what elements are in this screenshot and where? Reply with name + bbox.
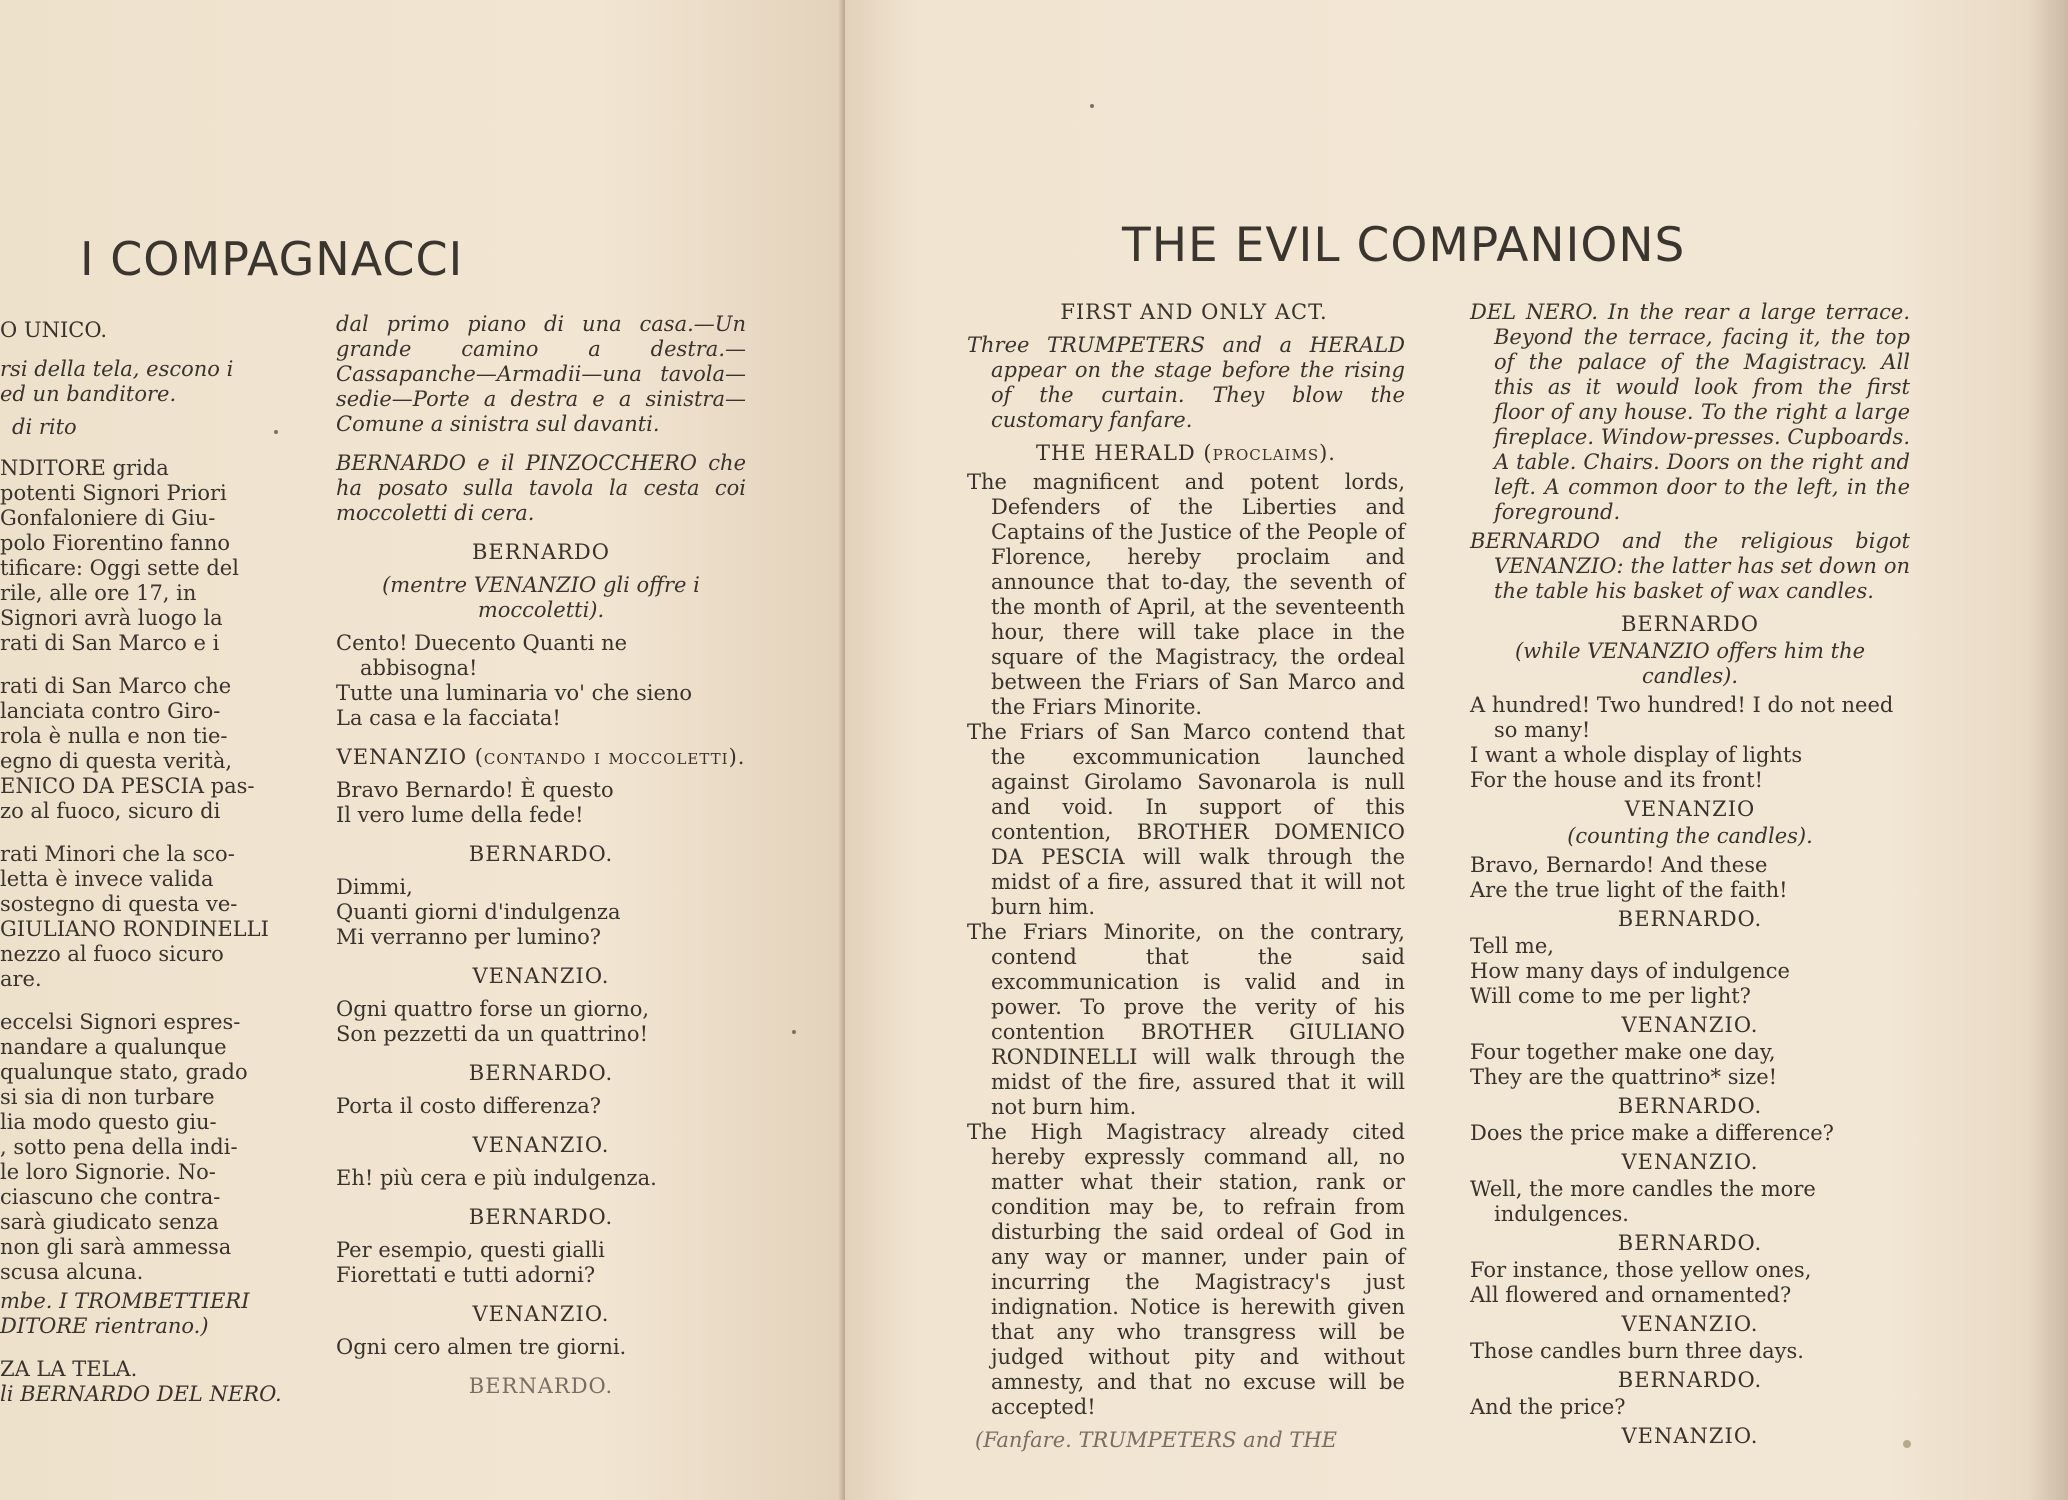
verse-line: Ogni quattro forse un giorno, (336, 997, 650, 1021)
left-column-2 (336, 312, 746, 1407)
verse-line: A hundred! Two hundred! I do not need so many! (1470, 693, 1894, 742)
verse-line: Eh! più cera e più indulgenza. (336, 1166, 657, 1190)
verse-block (1470, 1258, 1910, 1308)
verse-block (336, 1335, 746, 1360)
verse-line: Well, the more candles the more indulgences. (1470, 1177, 1816, 1226)
verse-block (1470, 934, 1910, 1009)
left-col1-line: O UNICO. (0, 318, 107, 342)
verse-block (336, 1238, 746, 1288)
verse-block (336, 997, 746, 1047)
left-col1-line: le loro Signorie. No- (0, 1160, 216, 1184)
left-col1-line: lia modo questo giu- (0, 1110, 217, 1134)
verse-line: Quanti giorni d'indulgenza (336, 900, 621, 924)
verse-line: I want a whole display of lights (1470, 743, 1803, 767)
left-col1-line: zo al fuoco, sicuro di (0, 799, 221, 823)
verse-line: Mi verranno per lumino? (336, 925, 602, 949)
verse-line: For instance, those yellow ones, (1470, 1258, 1812, 1282)
speaker-label: VENANZIO (1624, 797, 1756, 821)
left-col1-line: di rito (12, 415, 77, 439)
left-col1-line: are. (0, 967, 42, 991)
verse-line: Bravo Bernardo! È questo (336, 778, 614, 802)
verse-block (1470, 1395, 1910, 1420)
left-col1-line: nandare a qualunque (0, 1035, 227, 1059)
left-col1-line: rati di San Marco e i (0, 631, 220, 655)
stage-direction: Three TRUMPETERS and a HERALD appear on the stage before the rising of the curtain. They blow the customary fanfare. (967, 333, 1405, 432)
stage-direction: (mentre VENANZIO gli offre i moccoletti). (382, 573, 700, 622)
verse-line: Dimmi, (336, 875, 413, 899)
left-col1-line: ciascuno che contra- (0, 1185, 221, 1209)
left-col1-line: sarà giudicato senza (0, 1210, 219, 1234)
proclamation-paragraph: The Friars Minorite, on the contrary, contend that the said excommunication is valid and in power. To prove the verity of his contention BROTHER GIULIANO RONDINELLI will walk through the midst of the fire, assured that it will not burn him. (967, 920, 1405, 1119)
left-page (0, 0, 845, 1500)
verse-line: Ogni cero almen tre giorni. (336, 1335, 627, 1359)
stage-direction: (counting the candles). (1567, 824, 1813, 848)
verse-block (336, 1094, 746, 1119)
paper-speck (1090, 104, 1094, 108)
verse-block (336, 778, 746, 828)
speaker-label: VENANZIO. (1621, 1424, 1759, 1448)
proclamation-paragraph: The High Magistracy already cited hereby expressly command all, no matter what their station, rank or condition may be, to refrain from disturbing the said ordeal of God in any way or manner, under pain of incurring the Magistracy's just indignation. Notice is herewith given that any who transgress will be judged without pity and without amnesty, and that no excuse will be accepted! (967, 1120, 1405, 1419)
paper-speck (1903, 1440, 1911, 1448)
act-heading: FIRST AND ONLY ACT. (1060, 300, 1328, 324)
speaker-label: VENANZIO (contando i moccoletti). (336, 745, 746, 769)
left-col1-line: qualunque stato, grado (0, 1060, 248, 1084)
left-col1-line: ENICO DA PESCIA pas- (0, 774, 255, 798)
right-page-title: THE EVIL COMPANIONS (1122, 218, 1686, 273)
verse-line: For the house and its front! (1470, 768, 1764, 792)
right-column-2 (1470, 300, 1910, 1451)
left-column-1 (0, 318, 282, 1407)
stage-direction: BERNARDO e il PINZOCCHERO che ha posato sulla tavola la cesta coi moccoletti di cera. (336, 451, 746, 525)
verse-line: Tell me, (1470, 934, 1554, 958)
page-edge-shadow (2028, 0, 2068, 1500)
right-column-1 (967, 300, 1405, 1461)
left-col1-line: DITORE rientrano.) (0, 1314, 209, 1338)
verse-line: All flowered and ornamented? (1470, 1283, 1792, 1307)
left-col1-line: tificare: Oggi sette del (0, 556, 239, 580)
speaker-label: VENANZIO. (1621, 1013, 1759, 1037)
left-col1-line: rile, alle ore 17, in (0, 581, 197, 605)
stage-direction: (Fanfare. TRUMPETERS and THE (975, 1428, 1337, 1452)
verse-line: Il vero lume della fede! (336, 803, 584, 827)
speaker-label: BERNARDO. (468, 1374, 614, 1398)
left-col1-line: rola è nulla e non tie- (0, 724, 228, 748)
speaker-label: BERNARDO. (468, 842, 614, 866)
right-page (845, 0, 2068, 1500)
left-col1-line: nezzo al fuoco sicuro (0, 942, 224, 966)
verse-line: Bravo, Bernardo! And these (1470, 853, 1768, 877)
verse-line: And the price? (1470, 1395, 1626, 1419)
speaker-label: VENANZIO. (472, 1133, 610, 1157)
left-col1-line: polo Fiorentino fanno (0, 531, 231, 555)
paper-speck (792, 1030, 796, 1034)
stage-direction: BERNARDO and the religious bigot VENANZIO: the latter has set down on the table his basket of wax candles. (1470, 529, 1910, 603)
proclamation-paragraph: The magnificent and potent lords, Defenders of the Liberties and Captains of the Justice of the People of Florence, hereby proclaim and announce that to-day, the seventh of the month of April, at the seventeenth hour, there will take place in the square of the Magistracy, the ordeal between the Friars of San Marco and the Friars Minorite. (967, 470, 1405, 719)
left-col1-line: GIULIANO RONDINELLI (0, 917, 269, 941)
left-col1-line: ed un banditore. (0, 382, 177, 406)
verse-block (1470, 1339, 1910, 1364)
left-col1-line: Signori avrà luogo la (0, 606, 223, 630)
speaker-label: BERNARDO. (468, 1205, 614, 1229)
left-col1-line: letta è invece valida (0, 867, 214, 891)
left-col1-line: scusa alcuna. (0, 1260, 144, 1284)
verse-line: Tutte una luminaria vo' che sieno (336, 681, 693, 705)
left-col1-line: Gonfaloniere di Giu- (0, 506, 216, 530)
verse-block (1470, 693, 1910, 793)
left-col1-line: potenti Signori Priori (0, 481, 227, 505)
left-col1-line: , sotto pena della indi- (0, 1135, 238, 1159)
speaker-label: VENANZIO. (1621, 1312, 1759, 1336)
left-col1-line: sostegno di questa ve- (0, 892, 238, 916)
left-page-title: I COMPAGNACCI (80, 232, 464, 286)
left-col1-line: rsi della tela, escono i (0, 357, 234, 381)
verse-line: Fiorettati e tutti adorni? (336, 1263, 596, 1287)
verse-line: Per esempio, questi gialli (336, 1238, 605, 1262)
verse-line: La casa e la facciata! (336, 706, 561, 730)
left-col1-line: egno di questa verità, (0, 749, 233, 773)
verse-line: Does the price make a difference? (1470, 1121, 1834, 1145)
left-col1-line: rati di San Marco che (0, 674, 232, 698)
speaker-label: VENANZIO. (472, 964, 610, 988)
left-col1-line: rati Minori che la sco- (0, 842, 235, 866)
left-col1-line: ZA LA TELA. (0, 1357, 138, 1381)
speaker-label: BERNARDO (1621, 612, 1759, 636)
speaker-label: VENANZIO. (472, 1302, 610, 1326)
speaker-label: BERNARDO. (1617, 1368, 1763, 1392)
verse-block (1470, 1177, 1910, 1227)
speaker-label: BERNARDO. (1617, 1094, 1763, 1118)
verse-block (336, 875, 746, 950)
paper-speck (274, 430, 278, 434)
stage-direction: DEL NERO. In the rear a large terrace. Beyond the terrace, facing it, the top of the palace of the Magistracy. All this as it would look from the first floor of any house. To the right a large fireplace. Window-presses. Cupboards. A table. Chairs. Doors on the right and left. A common door to the left, in the foreground. (1470, 300, 1910, 524)
verse-line: Are the true light of the faith! (1470, 878, 1788, 902)
speaker-label: BERNARDO. (468, 1061, 614, 1085)
speaker-label: BERNARDO. (1617, 907, 1763, 931)
left-col1-line: li BERNARDO DEL NERO. (0, 1382, 282, 1406)
verse-line: They are the quattrino* size! (1470, 1065, 1778, 1089)
verse-line: Those candles burn three days. (1470, 1339, 1804, 1363)
stage-direction: (while VENANZIO offers him the candles). (1514, 639, 1866, 688)
left-col1-line: non gli sarà ammessa (0, 1235, 232, 1259)
left-col1-line: mbe. I TROMBETTIERI (0, 1289, 250, 1313)
left-col1-line: lanciata contro Giro- (0, 699, 221, 723)
verse-line: How many days of indulgence (1470, 959, 1790, 983)
verse-line: Four together make one day, (1470, 1040, 1776, 1064)
proclamation-paragraph: The Friars of San Marco contend that the excommunication launched against Girolamo Savonarola is null and void. In support of this contention, BROTHER DOMENICO DA PESCIA will walk through the midst of a fire, assured that it will not burn him. (967, 720, 1405, 919)
stage-direction: dal primo piano di una casa.—Un grande camino a destra.—Cassapanche—Armadii—una tavola—sedie—Porte a destra e a sinistra—Comune a sinistra sul davanti. (336, 312, 746, 436)
left-col1-line: eccelsi Signori espres- (0, 1010, 241, 1034)
left-col1-line: NDITORE grida (0, 456, 169, 480)
verse-line: Cento! Duecento Quanti ne abbisogna! (336, 631, 628, 680)
speaker-label: THE HERALD (proclaims). (1036, 441, 1336, 465)
verse-block (336, 631, 746, 731)
verse-block (1470, 1040, 1910, 1090)
left-col1-line: si sia di non turbare (0, 1085, 215, 1109)
verse-line: Will come to me per light? (1470, 984, 1751, 1008)
speaker-label: BERNARDO. (1617, 1231, 1763, 1255)
verse-block (1470, 1121, 1910, 1146)
verse-line: Son pezzetti da un quattrino! (336, 1022, 649, 1046)
verse-line: Porta il costo differenza? (336, 1094, 601, 1118)
speaker-label: BERNARDO (472, 540, 610, 564)
verse-block (1470, 853, 1910, 903)
verse-block (336, 1166, 746, 1191)
speaker-label: VENANZIO. (1621, 1150, 1759, 1174)
